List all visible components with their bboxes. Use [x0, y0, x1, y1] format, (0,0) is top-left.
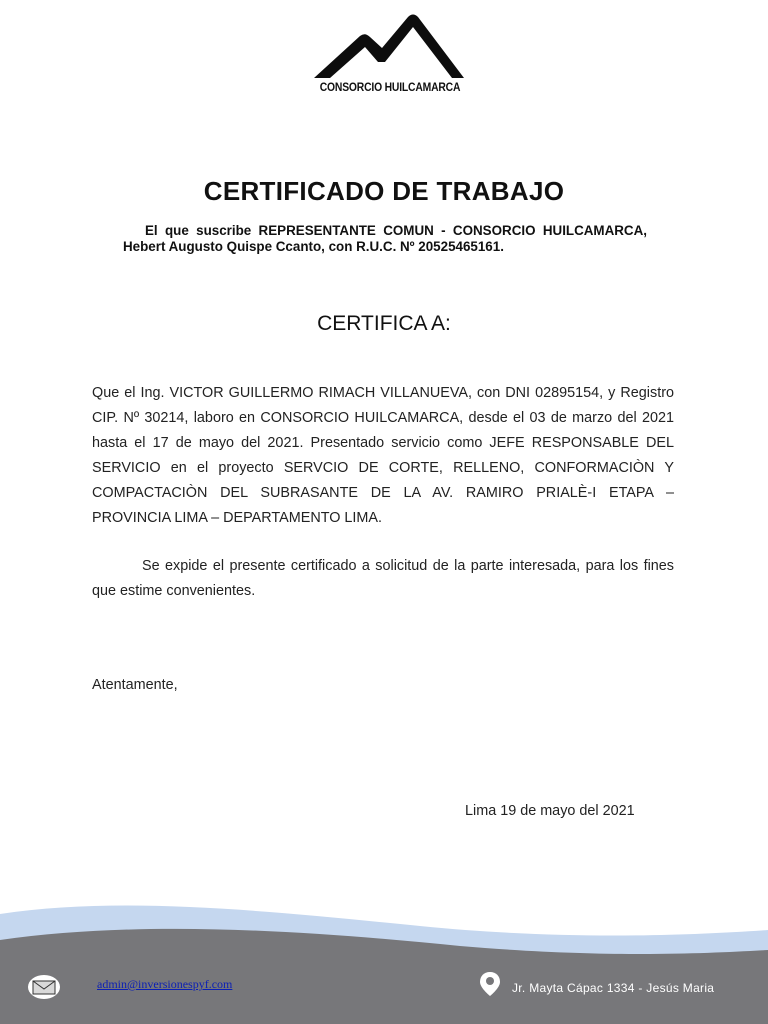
closing-salutation: Atentamente,: [92, 677, 178, 693]
footer-address: Jr. Mayta Cápac 1334 - Jesús Maria: [512, 981, 715, 995]
mountain-logo-icon: [310, 10, 470, 82]
intro-paragraph: El que suscribe REPRESENTANTE COMUN - CONSORCIO HUILCAMARCA, Hebert Augusto Quispe Ccanto, con R.U.C. Nº 20525465161.: [123, 223, 647, 254]
footer: [0, 960, 768, 1024]
envelope-icon: [27, 974, 61, 1005]
certifies-heading: CERTIFICA A:: [317, 312, 451, 335]
issuance-paragraph: Se expide el presente certificado a solicitud de la parte interesada, para los fines que estime convenientes.: [92, 558, 674, 599]
document-title: CERTIFICADO DE TRABAJO: [203, 176, 565, 206]
email-link[interactable]: admin@inversionespyf.com: [97, 977, 233, 991]
place-and-date: Lima 19 de mayo del 2021: [465, 803, 635, 819]
company-logo: [310, 10, 470, 100]
certification-paragraph: Que el Ing. VICTOR GUILLERMO RIMACH VILLANUEVA, con DNI 02895154, y Registro CIP. Nº 30214, laboro en CONSORCIO HUILCAMARCA, desde el 03 de marzo del 2021 hasta el 17 de mayo del 2021. Presentado servicio como JEFE RESPONSABLE DEL SERVICIO en el proyecto SERVCIO DE CORTE, RELLENO, CONFORMACIÒN Y COMPACTACIÒN DEL SUBRASANTE DE LA AV. RAMIRO PRIALÈ-I ETAPA – PROVINCIA LIMA – DEPARTAMENTO LIMA.: [92, 385, 674, 526]
location-pin-icon: [479, 971, 501, 1002]
company-name: CONSORCIO HUILCAMARCA: [319, 82, 461, 94]
